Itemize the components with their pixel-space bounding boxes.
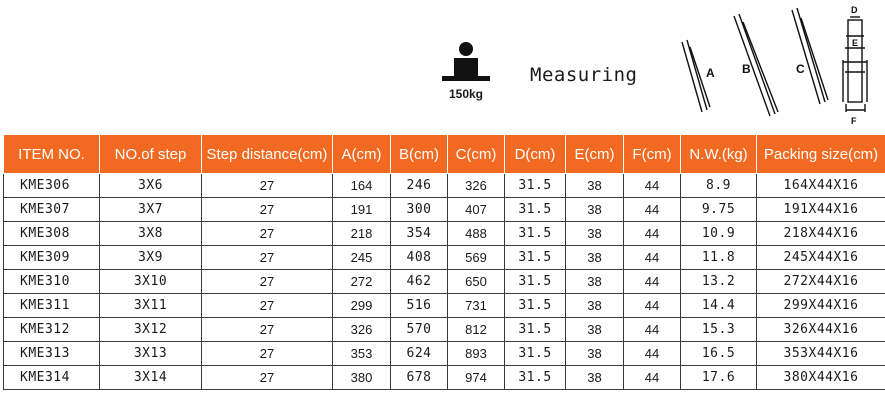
cell-item-no: KME313 (4, 342, 100, 366)
table-body (4, 174, 885, 390)
column-header-e: E(cm) (566, 135, 624, 174)
cell-b: 678 (391, 366, 448, 390)
page-header (0, 0, 885, 133)
specification-table (3, 134, 885, 390)
cell-e: 38 (566, 366, 624, 390)
cell-step-distance: 27 (202, 318, 333, 342)
column-header-b: B(cm) (391, 135, 448, 174)
cell-f: 44 (624, 342, 681, 366)
cell-step-distance: 27 (202, 222, 333, 246)
cell-e: 38 (566, 198, 624, 222)
cell-no-of-step: 3X10 (100, 270, 202, 294)
cell-no-of-step: 3X11 (100, 294, 202, 318)
cell-b: 408 (391, 246, 448, 270)
cell-f: 44 (624, 198, 681, 222)
ladder-dimension-diagram (672, 0, 885, 133)
dimension-a-label: A (706, 66, 715, 80)
table-row (4, 294, 885, 318)
cell-step-distance: 27 (202, 342, 333, 366)
cell-b: 516 (391, 294, 448, 318)
cell-item-no: KME309 (4, 246, 100, 270)
cell-step-distance: 27 (202, 270, 333, 294)
cell-f: 44 (624, 222, 681, 246)
cell-c: 650 (448, 270, 505, 294)
cell-no-of-step: 3X9 (100, 246, 202, 270)
cell-d: 31.5 (505, 246, 566, 270)
column-header-c: C(cm) (448, 135, 505, 174)
table-row (4, 198, 885, 222)
cell-c: 488 (448, 222, 505, 246)
cell-item-no: KME308 (4, 222, 100, 246)
column-header-step-distance: Step distance(cm) (202, 135, 333, 174)
cell-d: 31.5 (505, 366, 566, 390)
cell-net-weight: 16.5 (681, 342, 757, 366)
cell-item-no: KME306 (4, 174, 100, 198)
dimension-d-label: D (851, 5, 858, 15)
cell-d: 31.5 (505, 342, 566, 366)
cell-a: 326 (333, 318, 391, 342)
cell-item-no: KME314 (4, 366, 100, 390)
cell-net-weight: 17.6 (681, 366, 757, 390)
cell-f: 44 (624, 294, 681, 318)
cell-e: 38 (566, 270, 624, 294)
dimension-c-label: C (796, 62, 805, 76)
cell-d: 31.5 (505, 318, 566, 342)
cell-a: 272 (333, 270, 391, 294)
cell-e: 38 (566, 246, 624, 270)
dimension-f-label: F (851, 116, 857, 126)
cell-b: 246 (391, 174, 448, 198)
cell-packing-size: 164X44X16 (757, 174, 885, 198)
cell-f: 44 (624, 270, 681, 294)
column-header-no-of-step: NO.of step (100, 135, 202, 174)
dimension-b-label: B (742, 62, 751, 76)
cell-b: 570 (391, 318, 448, 342)
measuring-title: Measuring (530, 64, 638, 86)
cell-packing-size: 245X44X16 (757, 246, 885, 270)
cell-step-distance: 27 (202, 366, 333, 390)
cell-d: 31.5 (505, 294, 566, 318)
cell-c: 731 (448, 294, 505, 318)
cell-f: 44 (624, 318, 681, 342)
column-header-packing-size: Packing size(cm) (757, 135, 885, 174)
cell-packing-size: 353X44X16 (757, 342, 885, 366)
cell-no-of-step: 3X7 (100, 198, 202, 222)
cell-f: 44 (624, 366, 681, 390)
cell-d: 31.5 (505, 222, 566, 246)
cell-e: 38 (566, 174, 624, 198)
table-row (4, 270, 885, 294)
table-row (4, 366, 885, 390)
cell-net-weight: 11.8 (681, 246, 757, 270)
cell-packing-size: 191X44X16 (757, 198, 885, 222)
cell-step-distance: 27 (202, 198, 333, 222)
cell-net-weight: 8.9 (681, 174, 757, 198)
cell-packing-size: 326X44X16 (757, 318, 885, 342)
weight-icon (440, 40, 492, 86)
table-row (4, 222, 885, 246)
cell-c: 974 (448, 366, 505, 390)
cell-no-of-step: 3X6 (100, 174, 202, 198)
cell-b: 462 (391, 270, 448, 294)
column-header-d: D(cm) (505, 135, 566, 174)
cell-f: 44 (624, 246, 681, 270)
cell-c: 326 (448, 174, 505, 198)
cell-step-distance: 27 (202, 246, 333, 270)
cell-d: 31.5 (505, 198, 566, 222)
cell-no-of-step: 3X13 (100, 342, 202, 366)
cell-item-no: KME307 (4, 198, 100, 222)
cell-packing-size: 299X44X16 (757, 294, 885, 318)
load-capacity (440, 40, 492, 100)
table-row (4, 342, 885, 366)
cell-no-of-step: 3X12 (100, 318, 202, 342)
cell-c: 569 (448, 246, 505, 270)
cell-item-no: KME312 (4, 318, 100, 342)
column-header-f: F(cm) (624, 135, 681, 174)
cell-a: 245 (333, 246, 391, 270)
column-header-net-weight: N.W.(kg) (681, 135, 757, 174)
table-header-row (4, 135, 885, 174)
cell-no-of-step: 3X14 (100, 366, 202, 390)
cell-b: 624 (391, 342, 448, 366)
cell-a: 218 (333, 222, 391, 246)
cell-no-of-step: 3X8 (100, 222, 202, 246)
cell-packing-size: 272X44X16 (757, 270, 885, 294)
cell-item-no: KME310 (4, 270, 100, 294)
column-header-a: A(cm) (333, 135, 391, 174)
cell-step-distance: 27 (202, 174, 333, 198)
cell-item-no: KME311 (4, 294, 100, 318)
cell-d: 31.5 (505, 270, 566, 294)
cell-packing-size: 380X44X16 (757, 366, 885, 390)
cell-e: 38 (566, 222, 624, 246)
cell-net-weight: 13.2 (681, 270, 757, 294)
cell-step-distance: 27 (202, 294, 333, 318)
cell-packing-size: 218X44X16 (757, 222, 885, 246)
cell-c: 893 (448, 342, 505, 366)
table-row (4, 246, 885, 270)
cell-e: 38 (566, 294, 624, 318)
dimension-e-label: E (852, 38, 859, 48)
cell-net-weight: 10.9 (681, 222, 757, 246)
table-row (4, 174, 885, 198)
cell-f: 44 (624, 174, 681, 198)
load-capacity-label: 150kg (448, 87, 484, 101)
cell-a: 380 (333, 366, 391, 390)
column-header-item-no: ITEM NO. (4, 135, 100, 174)
cell-net-weight: 14.4 (681, 294, 757, 318)
cell-c: 812 (448, 318, 505, 342)
cell-a: 191 (333, 198, 391, 222)
cell-net-weight: 9.75 (681, 198, 757, 222)
cell-d: 31.5 (505, 174, 566, 198)
cell-c: 407 (448, 198, 505, 222)
cell-net-weight: 15.3 (681, 318, 757, 342)
cell-a: 353 (333, 342, 391, 366)
cell-b: 354 (391, 222, 448, 246)
cell-e: 38 (566, 342, 624, 366)
table-row (4, 318, 885, 342)
cell-a: 164 (333, 174, 391, 198)
cell-b: 300 (391, 198, 448, 222)
cell-e: 38 (566, 318, 624, 342)
cell-a: 299 (333, 294, 391, 318)
